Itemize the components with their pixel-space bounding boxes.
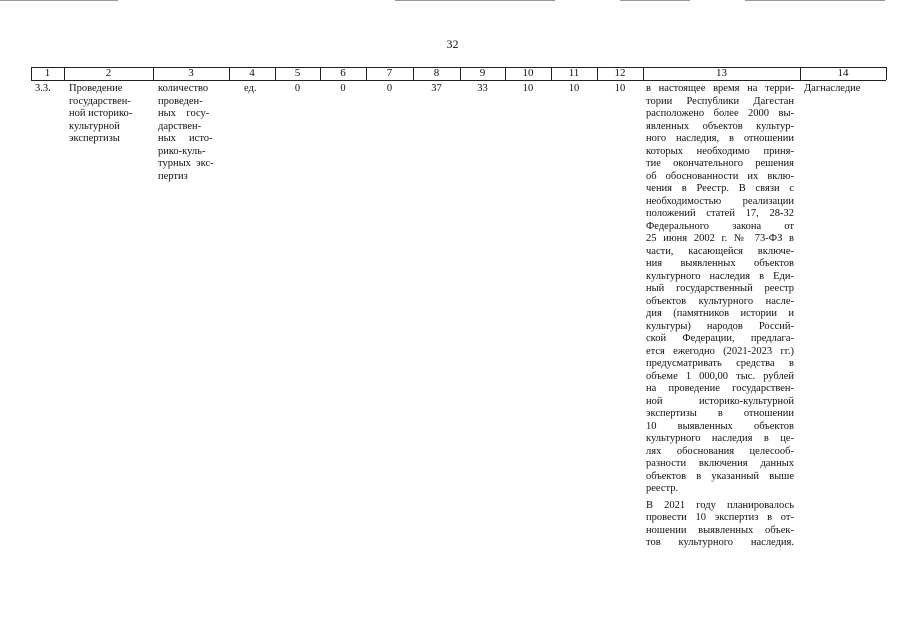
indicator-line: ных исто-: [158, 133, 213, 144]
measure-name-line: Проведение: [69, 83, 123, 94]
description-line: которых необходимо приня-: [646, 145, 794, 157]
description-text: [646, 83, 794, 550]
value-col-9: 33: [477, 83, 488, 94]
description-line: расположено более 2000 вы-: [646, 108, 794, 119]
description-line: ской Федерации, предлага-: [646, 333, 794, 344]
value-col-11: 10: [568, 83, 580, 94]
description-line: на проведение государствен-: [646, 383, 794, 394]
measure-name-line: ной историко-: [69, 108, 133, 119]
value-col-7: 0: [386, 83, 393, 94]
value-col-12: 10: [614, 83, 626, 94]
value-col-10: 10: [522, 83, 534, 94]
description-line: явленных объектов культур-: [646, 120, 794, 132]
responsible-org: Дагнаследие: [804, 83, 861, 94]
scan-artifact-line: [745, 0, 885, 1]
description-line: объектов в указанный выше: [646, 470, 794, 482]
header-cell: 3: [188, 67, 194, 79]
description-line: в настоящее время на терри-: [646, 83, 794, 94]
indicator-line: рико-куль-: [158, 145, 206, 157]
description-line: Федерального закона от: [646, 220, 794, 232]
measure-name-line: культурной: [69, 120, 120, 132]
description-line: чения в Реестр. В связи с: [646, 183, 794, 194]
header-cell: 7: [386, 67, 393, 79]
indicator-line: дарствен-: [158, 120, 202, 132]
header-cell: 10: [522, 67, 534, 79]
header-cell: 14: [837, 67, 849, 79]
scan-artifact-line: [620, 0, 690, 1]
description-line: дия (памятников истории и: [646, 308, 794, 319]
header-cell: 9: [479, 67, 486, 79]
description-line: ется ежегодно (2021-2023 гг.): [646, 345, 794, 357]
description-line: 10 выявленных объектов: [646, 420, 794, 432]
header-cell: 4: [249, 67, 255, 79]
value-col-8: 37: [431, 83, 442, 94]
description-line: провести 10 экспертиз в от-: [646, 512, 794, 523]
description-line: тие окончательного решения: [646, 158, 794, 169]
row-number: 3.3.: [35, 83, 51, 94]
description-line: В 2021 году планировалось: [646, 499, 794, 511]
description-paragraph: [646, 83, 794, 496]
scan-artifact-line: [395, 0, 555, 1]
column-divider: [886, 67, 887, 80]
indicator-line: пертиз: [158, 170, 188, 182]
description-line: ной историко-культурной: [646, 395, 794, 407]
indicator-line: количество: [158, 83, 209, 94]
description-line: тов культурного наследия.: [646, 537, 794, 548]
measure-name-line: экспертизы: [69, 133, 120, 144]
header-cell: 2: [105, 67, 112, 79]
description-line: ния выявленных объектов: [646, 258, 794, 269]
description-line: об обоснованности их вклю-: [646, 170, 794, 182]
unit-cell: ед.: [244, 83, 257, 94]
description-line: культурного наследия в Еди-: [646, 270, 794, 282]
header-cell: 11: [568, 67, 580, 79]
description-line: положений статей 17, 28-32: [646, 208, 794, 219]
indicator-line: проведен-: [158, 95, 203, 107]
description-line: части, касающейся включе-: [646, 245, 794, 257]
indicator-line: турных экс-: [158, 158, 214, 169]
description-line: тории Республики Дагестан: [646, 95, 794, 107]
scan-artifact-line: [0, 0, 118, 1]
description-paragraph: [646, 500, 794, 550]
description-line: разности включения данных: [646, 458, 794, 469]
description-line: ного наследия, в отношении: [646, 133, 794, 144]
description-line: 25 июня 2002 г. № 73-ФЗ в: [646, 233, 794, 244]
description-line: культурного наследия в це-: [646, 433, 794, 444]
header-cell: 13: [716, 67, 727, 79]
description-line: необходимостью реализации: [646, 195, 794, 207]
description-line: ношении выявленных объек-: [646, 524, 794, 536]
header-cell: 8: [433, 67, 440, 79]
description-line: реестр.: [646, 483, 679, 494]
header-cell: 5: [294, 67, 301, 79]
description-line: экспертизы в отношении: [646, 408, 794, 419]
description-line: лях обоснования целесооб-: [646, 445, 794, 457]
value-col-5: 0: [294, 83, 301, 94]
indicator-line: ных госу-: [158, 108, 210, 119]
header-cell: 1: [44, 67, 51, 79]
description-line: объектов культурного насле-: [646, 295, 794, 307]
value-col-6: 0: [340, 83, 346, 94]
header-bottom-border: [31, 80, 886, 81]
description-line: ный государственный реестр: [646, 283, 794, 294]
description-line: культуры) народов Россий-: [646, 320, 794, 332]
description-line: предусматривать средства в: [646, 358, 794, 369]
description-line: объеме 1 000,00 тыс. рублей: [646, 370, 794, 382]
measure-name-line: государствен-: [69, 95, 131, 107]
header-cell: 12: [614, 67, 626, 79]
header-cell: 6: [340, 67, 346, 79]
page-number: 32: [446, 37, 459, 51]
